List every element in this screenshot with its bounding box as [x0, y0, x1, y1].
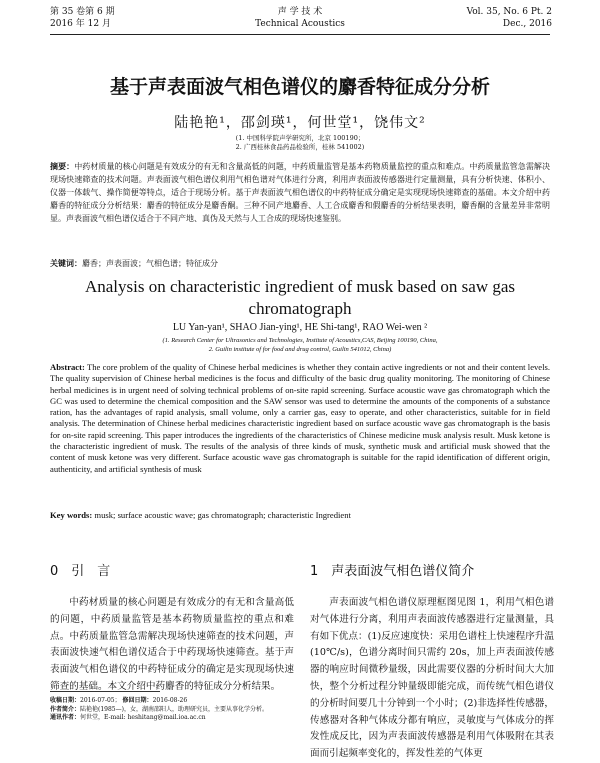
section-1-body: 声表面波气相色谱仪原理框图见图 1，利用气相色谱对气体进行分离，利用声表面波传感器进行定量测量，具有如下优点：(1)反应速度快：采用色谱柱上快速程序升温(10℃/s)，色谱分离时间只需约 20s，加上声表面波传感器的响应时间微秒量级，因此需要仪器的分析时间大大加快，整个分析过程分钟量级即能完成，而传统气相色谱仪的分析时间要几十分钟到一个小时；(2)非选择性传感器，传感器对各种气体成分都有响应，灵敏度与气体成分的挥发性成反比，因为声表面波传感器是利用气体吸附在其表面而引起频率变化的，挥发性差的气体更	[310, 597, 554, 760]
affiliation-en-1: (1. Research Center for Ultrasonics and Technologies, Institute of Acoustics,CAS, Beijing 100190, China,	[162, 337, 438, 344]
header-right	[467, 6, 552, 30]
affiliation-en-2: 2. Guilin institute of for food and drug control, Guilin 541012, China)	[208, 346, 392, 353]
abstract-en-text: The core problem of the quality of Chinese herbal medicines is whether they contain active ingredients or not and their content levels. The quality supervision of Chinese herbal medicines is the focus and difficulty of the basic drug quality monitoring. The monitoring of Chinese herbal medicines is in urgent need of solving technical problems of on-site rapid screening. Surface acoustic wave gas chromatograph which the GC was used to determine the chemical composition and the SAW sensor was used to determine the amounts of the components of a substance ration, has the advantages of rapid analysis, small volume, only a carrier gas, easy to operate, and other characteristics, suitable for in field analysis. The determination of Chinese herbal medicines characteristic ingredient based on surface acoustic wave gas chromatograph is the basis for on-site rapid screening. This paper introduces the ingredients of the characteristics of Chinese medicine musk analysis result. Musk ketone is the characteristic ingredient of musk. The results of the analysis of three kinds of musk, synthetic musk and artificial musk showed that the content of musk ketone was very different. Surface acoustic wave gas chromatograph is suitable for the rapid identification of different origin, authenticity, and artificial synthesis of musk	[50, 362, 551, 474]
paper-title-en: Analysis on characteristic ingredient of musk based on saw gas chromatograph	[84, 277, 516, 318]
abstract-cn-label: 摘要：	[50, 161, 75, 171]
author-label: 作者简介：	[50, 705, 81, 713]
abstract-cn	[50, 160, 550, 225]
affiliations-en	[0, 336, 600, 354]
section-1-heading: 1 声表面波气相色谱仪简介	[310, 564, 475, 579]
footnote-author	[50, 706, 294, 715]
keywords-en-text: musk; surface acoustic wave; gas chromatograph; characteristic Ingredient	[94, 510, 351, 520]
abstract-cn-text: 中药材质量的核心问题是有效成分的有无和含量高低的问题，中药质量监管是基本药物质量监控的重点和难点。中药质量监管急需解决现场快速筛查的技术问题。声表面波气相色谱仪利用气相色谱对气体进行分离，利用声表面波传感器进行定量测量，具有分析快速、体积小、仪器一体载气、操作简便等特点，适合于现场分析。基于声表面波气相色谱仪的中药特征成分确定是实现现场快速筛查的基础。本文介绍中药麝香的特征成分分析结果：麝香的特征成分是麝香酮。三种不同产地麝香、人工合成麝香和假麝香的分析结果表明，麝香酮的含量差异非常明显。声表面波气相色谱仪适合于不同产地、真伪及天然与人工合成的现场快速鉴别。	[50, 162, 551, 223]
footnote-rule	[50, 691, 160, 692]
affiliations-cn	[0, 134, 600, 152]
section-0-heading: 0 引 言	[50, 564, 111, 579]
date-cn: 2016 年 12 月	[50, 19, 111, 29]
keywords-cn	[50, 257, 550, 270]
keywords-en	[50, 510, 550, 521]
running-header	[0, 0, 600, 36]
affiliation-cn-1: (1. 中国科学院声学研究所，北京 100190；	[235, 134, 365, 142]
footnote-contact	[50, 714, 294, 723]
keywords-cn-text: 麝香；声表面波；气相色谱；特征成分	[82, 259, 218, 268]
received-label: 收稿日期：	[50, 697, 81, 704]
revised-date: 2016-08-26	[152, 697, 188, 704]
volume-cn: 第 35 卷第 6 期	[50, 7, 115, 17]
section-0-body: 中药材质量的核心问题是有效成分的有无和含量高低的问题，中药质量监管是基本药物质量监控的重点和难点。中药质量监管急需解决现场快速筛查的技术问题，声表面波快速气相色谱仪适合于中药现场快速筛查。基于声表面波气相色谱仪的中药特征成分的确定是实现现场快速筛查的基础。本文介绍中药麝香的特征成分分析结果。	[50, 597, 294, 692]
abstract-en-label: Abstract:	[50, 362, 85, 372]
footnote	[50, 697, 294, 723]
revised-label: 修回日期：	[122, 697, 153, 704]
volume-en: Vol. 35, No. 6 Pt. 2	[466, 7, 552, 17]
journal-cn: 声 学 技 术	[277, 7, 323, 17]
keywords-en-label: Key words:	[50, 510, 93, 520]
date-en: Dec., 2016	[502, 19, 552, 29]
header-rule	[50, 34, 550, 35]
abstract-en	[50, 362, 550, 475]
authors-en: LU Yan-yan¹, SHAO Jian-ying¹, HE Shi-tang¹, RAO Wei-wen ²	[172, 322, 428, 333]
paper-title-cn: 基于声表面波气相色谱仪的麝香特征成分分析	[109, 76, 490, 98]
affiliation-cn-2: 2. 广西桂林食品药品检验所，桂林 541002)	[235, 143, 365, 151]
author-bio: 陆艳艳(1985—)，女，湖南邵阳人，助理研究员，主要从事化学分析。	[80, 705, 268, 713]
keywords-cn-label: 关键词：	[50, 258, 82, 268]
authors-cn: 陆艳艳¹，邵剑瑛¹，何世堂¹，饶伟文²	[174, 115, 426, 131]
received-date: 2016-07-05；	[80, 697, 121, 704]
contact-info: 何世堂，E-mail: heshitang@mail.ioa.ac.cn	[80, 714, 206, 722]
journal-en: Technical Acoustics	[255, 19, 345, 29]
footnote-dates	[50, 697, 294, 706]
contact-label: 通讯作者：	[50, 714, 81, 722]
